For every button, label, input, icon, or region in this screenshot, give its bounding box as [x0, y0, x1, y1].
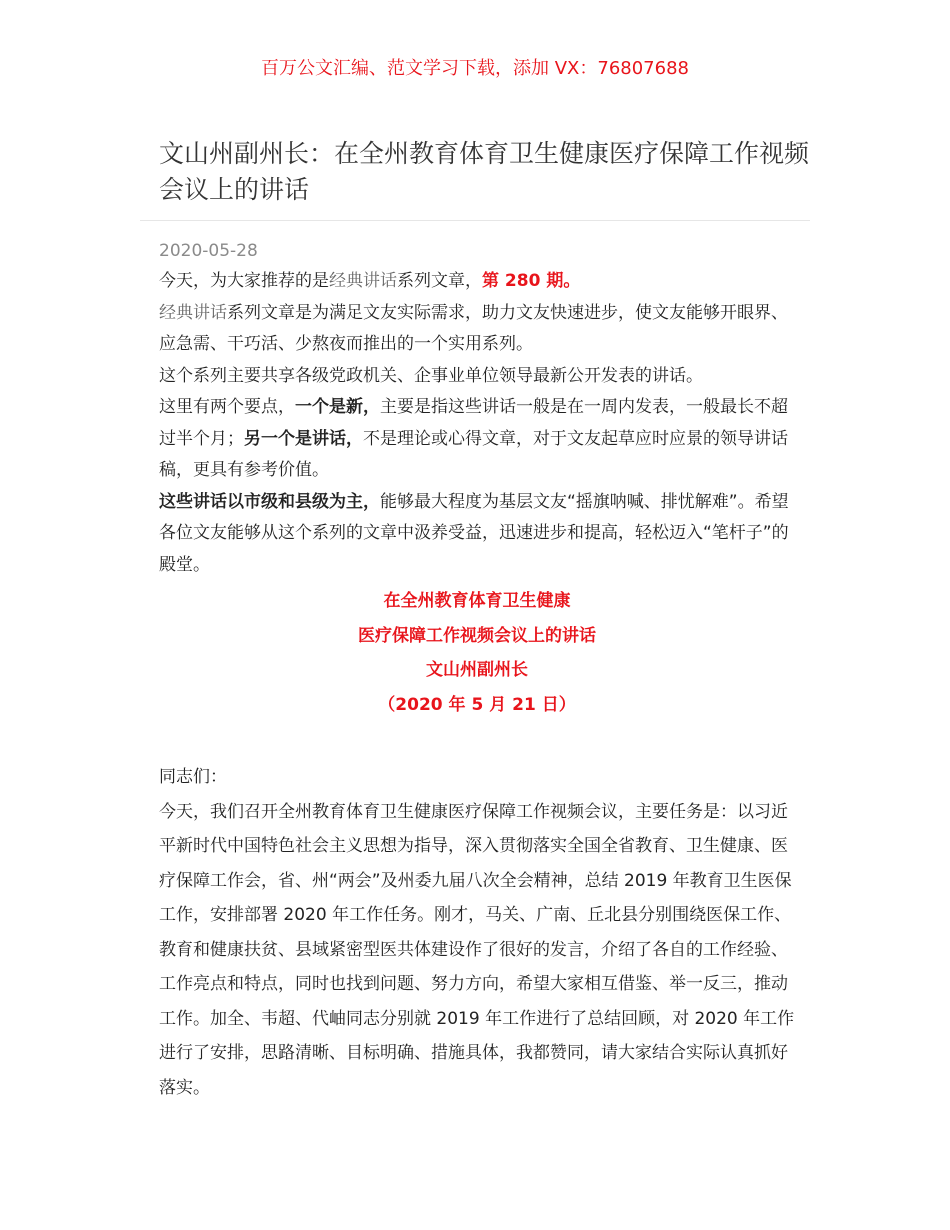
- key-point-speech: 另一个是讲话，: [244, 428, 363, 449]
- issue-number: 第 280 期。: [482, 271, 581, 291]
- speech-date: （2020 年 5 月 21 日）: [378, 694, 576, 715]
- intro-text: 能够最大程度为基层文友“摇旗呐喊、排忧解难”。希望各位文友能够从这个系列的文章中汲养受益，迅速进步和提高，轻松迈入“笔杆子”的殿堂。: [159, 491, 789, 575]
- speech-title-line-1: 在全州教育体育卫生健康: [383, 591, 571, 611]
- key-point-level: 这些讲话以市级和县级为主，: [159, 491, 380, 512]
- intro-paragraph-5: [159, 487, 795, 582]
- title-divider: [140, 220, 810, 221]
- intro-text: 不是理论或心得文章，对于文友起草应时应景的领导讲话稿，更具有参考价值。: [159, 428, 788, 480]
- salutation: 同志们：: [159, 767, 227, 787]
- intro-text: 系列文章是为满足文友实际需求，助力文友快速进步，使文友能够开眼界、应急需、干巧活、少熬夜而推出的一个实用系列。: [159, 302, 788, 354]
- intro-paragraph-1: [159, 266, 795, 298]
- intro-paragraph-2: [159, 298, 795, 361]
- speech-heading: [159, 584, 795, 722]
- promo-banner: 百万公文汇编、范文学习下载，添加 VX：76807688: [261, 58, 689, 79]
- series-name: 经典讲话: [159, 302, 227, 323]
- speech-title-line-2: 医疗保障工作视频会议上的讲话: [358, 625, 596, 646]
- intro-text: 这里有两个要点，: [159, 397, 295, 417]
- intro-text: 今天，为大家推荐的是: [159, 271, 329, 291]
- article-title: 文山州副州长：在全州教育体育卫生健康医疗保障工作视频会议上的讲话: [159, 139, 810, 204]
- article-content: [159, 266, 795, 1105]
- speech-body: [159, 760, 795, 1105]
- intro-text: 主要是指这些讲话一般是在一周内发表，一般最长不超过半个月；: [159, 397, 788, 449]
- key-point-new: 一个是新，: [295, 397, 380, 417]
- spacer: [159, 722, 795, 760]
- series-name: 经典讲话: [329, 271, 397, 291]
- speech-speaker: 文山州副州长: [426, 660, 528, 680]
- intro-paragraph-4: [159, 392, 795, 487]
- speech-paragraph-1: 今天，我们召开全州教育体育卫生健康医疗保障工作视频会议，主要任务是：以习近平新时代中国特色社会主义思想为指导，深入贯彻落实全国全省教育、卫生健康、医疗保障工作会，省、州“两会”及州委九届八次全会精神，总结 2019 年教育卫生医保工作，安排部署 2020 年工作任务。刚才，马关、广南、丘北县分别围绕医保工作、教育和健康扶贫、县域紧密型医共体建设作了很好的发言，介绍了各自的工作经验、工作亮点和特点，同时也找到问题、努力方向，希望大家相互借鉴、举一反三，推动工作。加全、韦超、代岫同志分别就 2019 年工作进行了总结回顾，对 2020 年工作进行了安排，思路清晰、目标明确、措施具体，我都赞同，请大家结合实际认真抓好落实。: [159, 801, 795, 1098]
- intro-text: 系列文章，: [397, 271, 482, 291]
- publish-date: 2020-05-28: [159, 241, 258, 261]
- intro-paragraph-3: 这个系列主要共享各级党政机关、企事业单位领导最新公开发表的讲话。: [159, 365, 703, 386]
